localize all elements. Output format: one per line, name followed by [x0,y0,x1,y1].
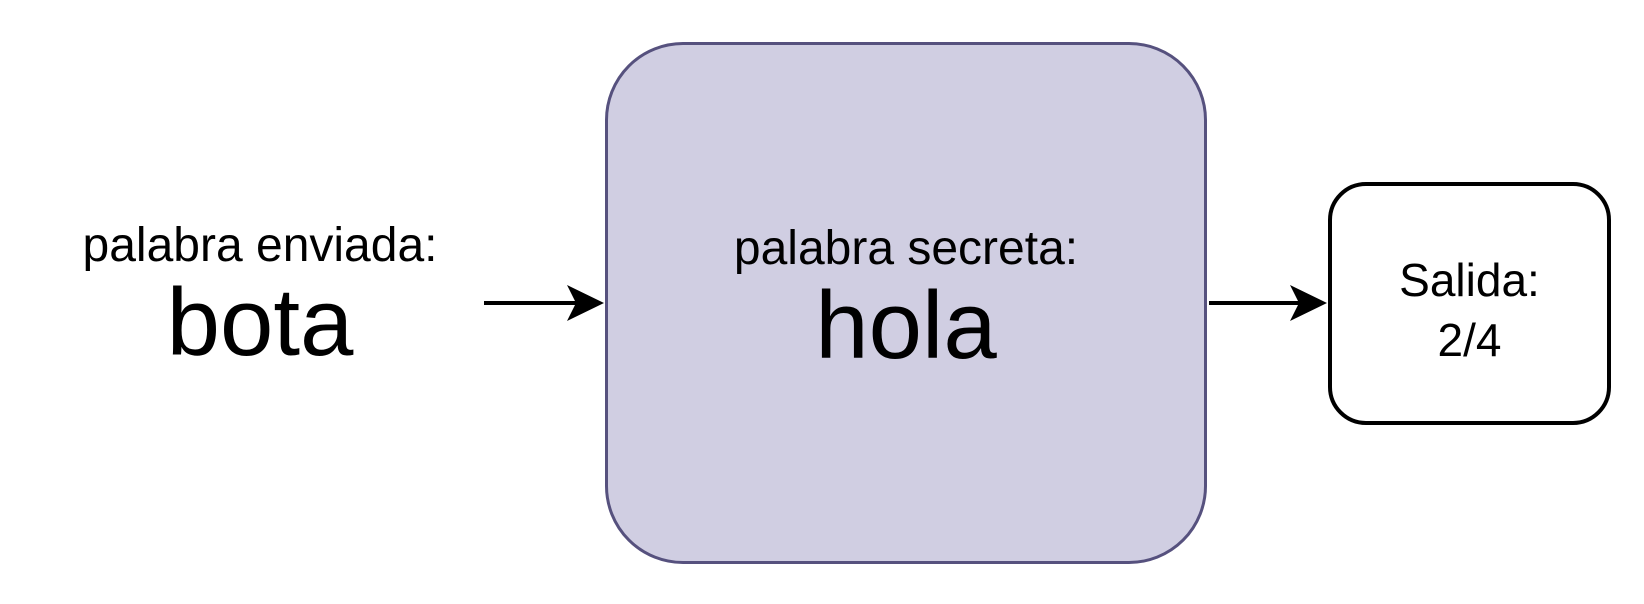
process-node [605,42,1207,564]
output-node [1328,182,1611,425]
process-label: palabra secreta: [733,222,1079,275]
output-value: 2/4 [1437,314,1502,366]
output-text [1332,250,1607,370]
arrow-process-to-output [1209,285,1327,321]
input-word: bota [166,269,354,376]
process-word: hola [815,272,997,379]
output-label: Salida: [1399,254,1540,306]
input-label: palabra enviada: [82,219,438,272]
process-text [608,221,1204,377]
arrow-input-to-process [484,285,604,321]
